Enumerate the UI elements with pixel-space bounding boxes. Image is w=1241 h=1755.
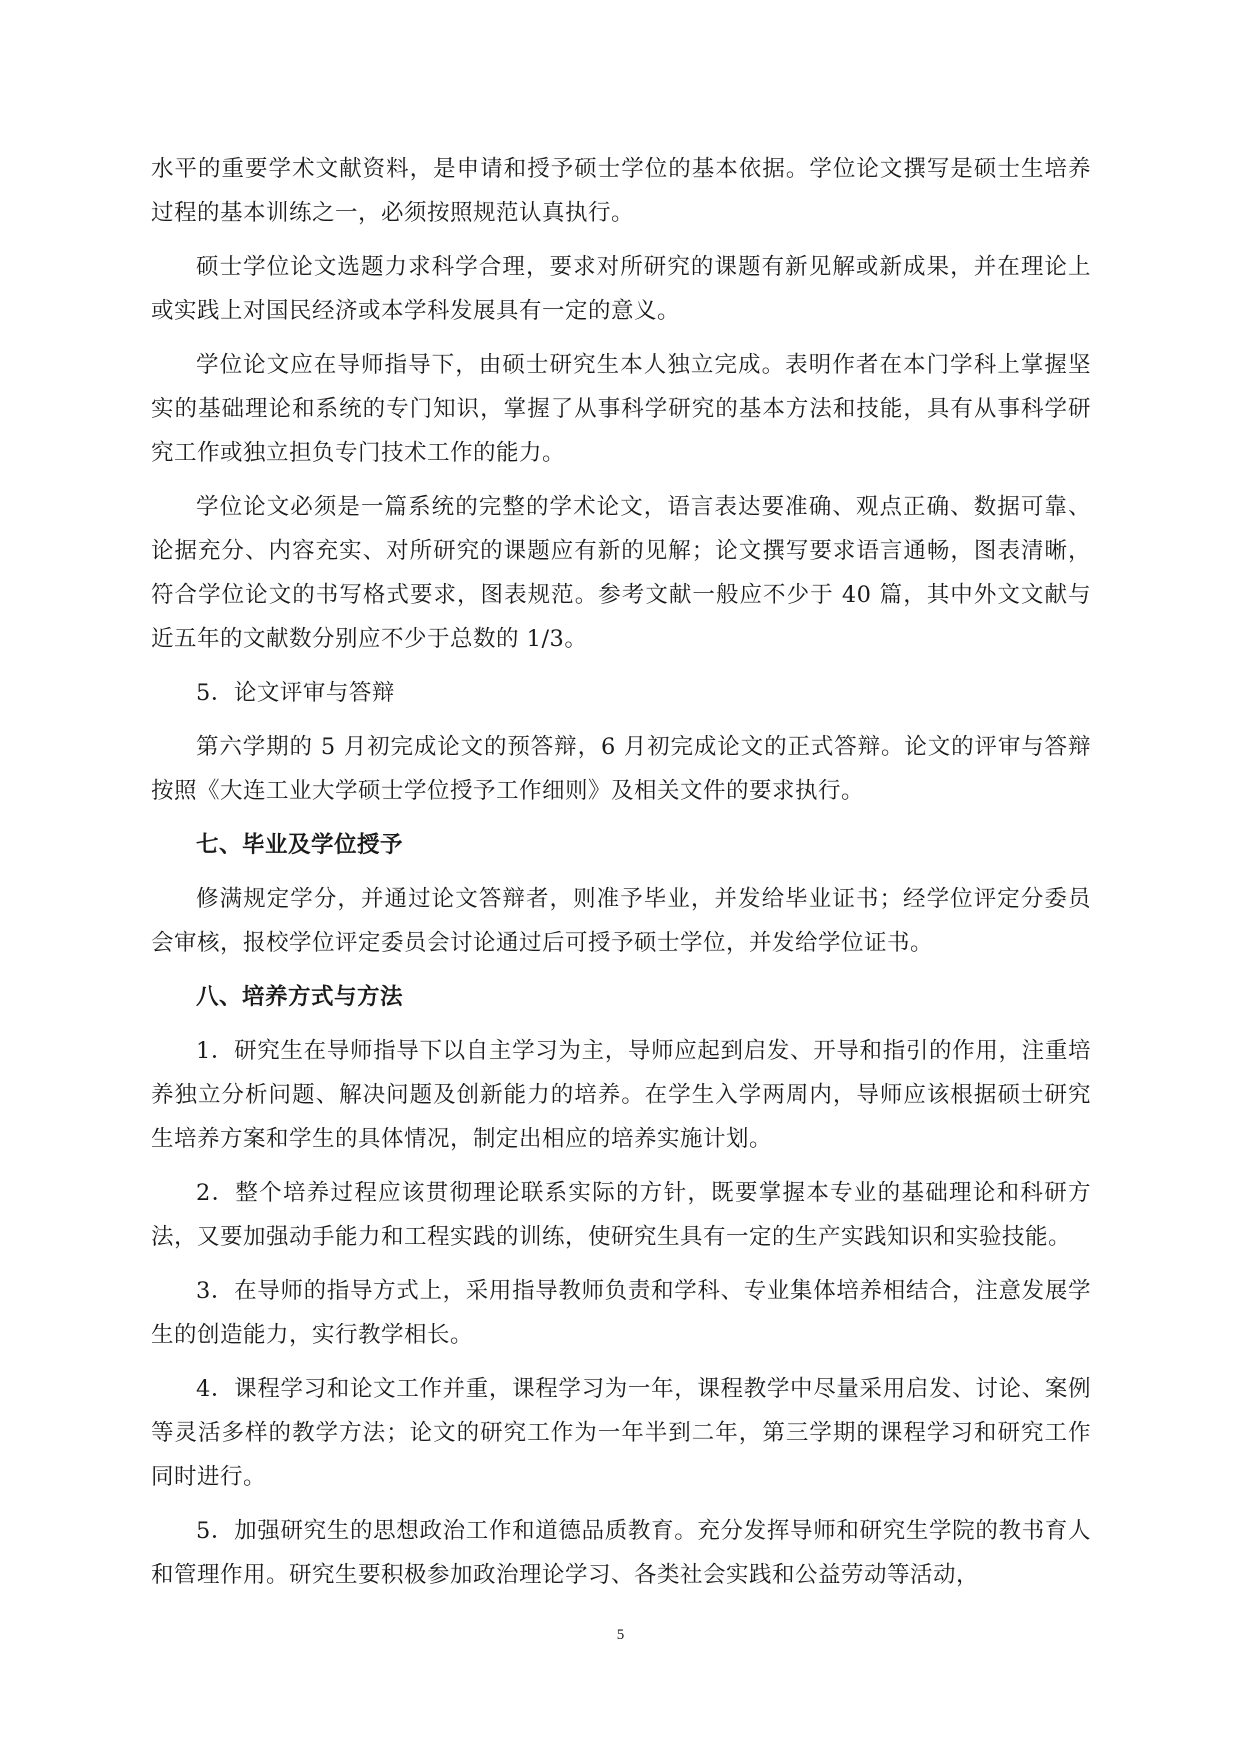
page-number: 5 xyxy=(616,1627,625,1643)
list-item-training-5: 5．加强研究生的思想政治工作和道德品质教育。充分发挥导师和研究生学院的教书育人和管理作用。研究生要积极参加政治理论学习、各类社会实践和公益劳动等活动， xyxy=(151,1518,1091,1588)
list-item-training-3: 3．在导师的指导方式上，采用指导教师负责和学科、专业集体培养相结合，注意发展学生的创造能力，实行教学相长。 xyxy=(151,1278,1091,1348)
paragraph-thesis-basis: 水平的重要学术文献资料，是申请和授予硕士学位的基本依据。学位论文撰写是硕士生培养过程的基本训练之一，必须按照规范认真执行。 xyxy=(151,156,1091,226)
list-item-training-1: 1．研究生在导师指导下以自主学习为主，导师应起到启发、开导和指引的作用，注重培养独立分析问题、解决问题及创新能力的培养。在学生入学两周内，导师应该根据硕士研究生培养方案和学生的具体情况，制定出相应的培养实施计划。 xyxy=(151,1038,1091,1152)
paragraph-defense: 第六学期的 5 月初完成论文的预答辩，6 月初完成论文的正式答辩。论文的评审与答辩按照《大连工业大学硕士学位授予工作细则》及相关文件的要求执行。 xyxy=(151,734,1091,804)
list-item-training-2: 2．整个培养过程应该贯彻理论联系实际的方针，既要掌握本专业的基础理论和科研方法，又要加强动手能力和工程实践的训练，使研究生具有一定的生产实践知识和实验技能。 xyxy=(151,1180,1091,1250)
section-heading-graduation: 七、毕业及学位授予 xyxy=(196,832,404,858)
list-item-training-4: 4．课程学习和论文工作并重，课程学习为一年，课程教学中尽量采用启发、讨论、案例等灵活多样的教学方法；论文的研究工作为一年半到二年，第三学期的课程学习和研究工作同时进行。 xyxy=(151,1376,1091,1490)
paragraph-graduation: 修满规定学分，并通过论文答辩者，则准予毕业，并发给毕业证书；经学位评定分委员会审核，报校学位评定委员会讨论通过后可授予硕士学位，并发给学位证书。 xyxy=(151,886,1091,956)
section-heading-training: 八、培养方式与方法 xyxy=(196,984,404,1010)
subsection-title-review: 5．论文评审与答辩 xyxy=(196,680,395,706)
paragraph-thesis-requirements: 学位论文必须是一篇系统的完整的学术论文，语言表达要准确、观点正确、数据可靠、论据充分、内容充实、对所研究的课题应有新的见解；论文撰写要求语言通畅，图表清晰，符合学位论文的书写格式要求，图表规范。参考文献一般应不少于 40 篇，其中外文文献与近五年的文献数分别应不少于总数的 1/3。 xyxy=(151,494,1091,652)
paragraph-thesis-independent: 学位论文应在导师指导下，由硕士研究生本人独立完成。表明作者在本门学科上掌握坚实的基础理论和系统的专门知识，掌握了从事科学研究的基本方法和技能，具有从事科学研究工作或独立担负专门技术工作的能力。 xyxy=(151,352,1091,466)
page-body xyxy=(151,147,1091,1607)
paragraph-thesis-topic: 硕士学位论文选题力求科学合理，要求对所研究的课题有新见解或新成果，并在理论上或实践上对国民经济或本学科发展具有一定的意义。 xyxy=(151,254,1091,324)
